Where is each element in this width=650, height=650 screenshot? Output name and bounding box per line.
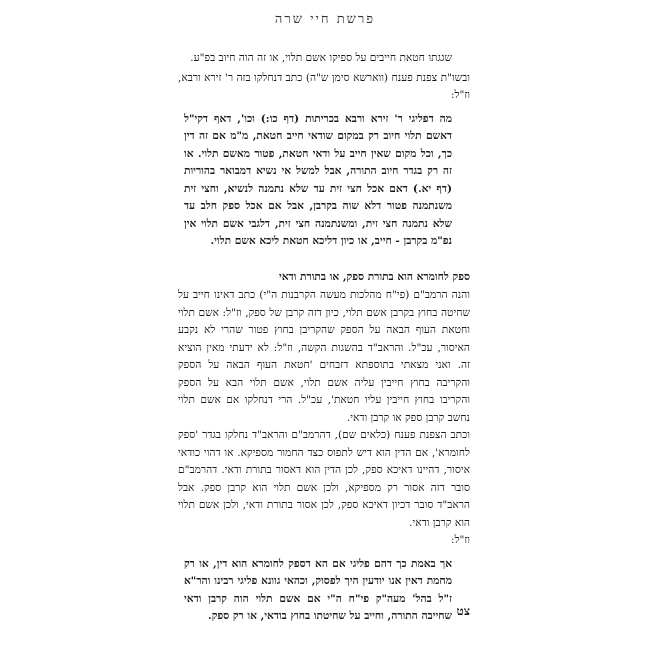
- quote-block-1: מה דפליגי ר' זירא ורבא בכריתות (דף כו:) וכו', דאף דקי"ל דאשם תלוי חיוב רק במקום שודאי חייב חטאת, מ"מ אם זה דין כך, וכל מקום שאין חייב על ודאי חטאת, פטור מאשם תלוי. או זה רק בגדר חיוב התורה, אבל למשל אי נשיא דמבואר בהוריות (דף יא.) דאם אכל חצי זית עד שלא נתמנה לנשיא, וחצי זית משנתמנה פטור דלא שוה בקרבן, אבל אם אכל ספק חלב עד שלא נתמנה חצי זית, ומשנתמנה חצי זית, דלגבי אשם תלוי אין נפ"מ בקרבן - חייב, או כיון דליכא חטאת ליכא אשם תלוי.: [184, 112, 452, 247]
- paragraph-2: ובשו"ת צפנת פענח (ווארשא סימן ש"ה) כתב דנחלקו בזה ר' זירא ורבא, וז"ל:: [178, 71, 470, 101]
- paragraph-1: שגגתו חטאת חייבים על ספיקו אשם תלוי, או זה הוה חיוב בפ"ע.: [190, 52, 452, 64]
- paragraph-5: וז"ל:: [450, 534, 470, 546]
- paragraph-3: והנה הרמב"ם (פי"ח מהלכות מעשה הקרבנות ה"י) כתב דאינו חייב על שחיטה בחוץ בקרבן אשם תלוי, כיון דזה קרבן של ספק, וז"ל: אשם תלוי וחטאת העוף הבאה על הספק שהקריבן בחוץ פטור שהרי לא נקבע האיסור, עכ"ל. והראב"ד בהשגות הקשה, וז"ל: לא ידעתי מאין הוציא זה. ואני מצאתי בתוספתא דזבחים 'חטאת העוף הבאה על הספק והקריבה בחוץ חייבין עליה אשם תלוי, אשם תלוי הבא על הספק והקריבו בחוץ חייבין עליו חטאת', עכ"ל. הרי דנחלקו אם אשם תלוי נחשב קרבן ספק או קרבן ודאי.: [178, 289, 470, 424]
- page-body: [178, 48, 470, 626]
- running-header: פרשת חיי שרה: [274, 12, 376, 27]
- section-heading: ספק לחומרא הוא בתורת ספק, או בתורת ודאי: [278, 270, 470, 283]
- quote-block-2: אך באמת כך דהם פליגי אם הא דספק לחומרא הוא דין, או רק מחמת דאין אנו יודעין היך לפסוק, וכהאי גוונא פליגי רבינו והר"א ז"ל בהל' מעה"ק פי"ח ה"י אם אשם תלוי הוה קרבן ודאי שחייבה התורה, וחייב על שחיטתו בחוץ בודאי, או רק ספק.: [184, 557, 452, 622]
- page-number: צט: [456, 604, 470, 618]
- paragraph-4: וכתב הצפנת פענח (כלאים שם), דהרמב"ם והראב"ד נחלקו בגדר 'ספק לחומרא', אם הדין הוא דיש לתפוס כצד החמור מספיקא. או דהוי כודאי איסור, דהיינו דאיכא ספק, לכן הדין הוא דאסור בתורת ודאי. דהרמב"ם סובר דזה אסור רק מספיקא, ולכן אשם תלוי הוא קרבן ספק. אבל הראב"ד סובר דכיון דאיכא ספק, לכן אסור בתורת ודאי, ולכן אשם תלוי הוא קרבן ודאי.: [178, 429, 470, 529]
